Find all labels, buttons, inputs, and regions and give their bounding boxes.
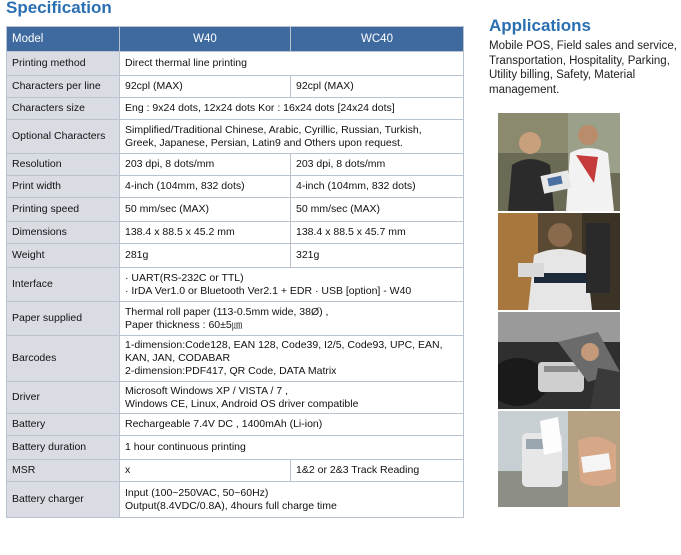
cell-characters-size-merged bbox=[120, 98, 464, 120]
cell-weight-w40 bbox=[120, 244, 291, 268]
cell-line: 281g bbox=[125, 249, 149, 261]
table-body bbox=[7, 52, 464, 518]
row-label-battery-duration: Battery duration bbox=[7, 436, 120, 460]
row-label-printing-method: Printing method bbox=[7, 52, 120, 76]
table-row bbox=[7, 198, 464, 222]
cell-line: · IrDA Ver1.0 or Bluetooth Ver2.1 + EDR · USB [option] - W40 bbox=[125, 284, 412, 297]
cell-line: 50 mm/sec (MAX) bbox=[296, 203, 381, 215]
table-row bbox=[7, 414, 464, 436]
table-header-row bbox=[7, 27, 464, 52]
table-row bbox=[7, 482, 464, 518]
cell-line: Thermal roll paper (113-0.5mm wide, 38Ø) , bbox=[125, 305, 329, 318]
row-label-printing-speed: Printing speed bbox=[7, 198, 120, 222]
applications-text bbox=[489, 39, 681, 97]
cell-barcodes-merged bbox=[120, 336, 464, 382]
header-w40: W40 bbox=[120, 27, 291, 52]
photo-vehicle-printing bbox=[498, 312, 620, 409]
cell-line: 92cpl (MAX) bbox=[296, 80, 354, 92]
table-row bbox=[7, 302, 464, 336]
row-label-barcodes: Barcodes bbox=[7, 336, 120, 382]
table-row bbox=[7, 222, 464, 244]
cell-resolution-w40 bbox=[120, 154, 291, 176]
cell-printing-speed-w40 bbox=[120, 198, 291, 222]
cell-printing-speed-wc40 bbox=[291, 198, 464, 222]
cell-characters-per-line-w40 bbox=[120, 76, 291, 98]
cell-line: 4-inch (104mm, 832 dots) bbox=[125, 180, 245, 192]
table-row bbox=[7, 76, 464, 98]
cell-battery-charger-merged bbox=[120, 482, 464, 518]
cell-line: Microsoft Windows XP / VISTA / 7 , bbox=[125, 384, 288, 397]
cell-line: 2-dimension:PDF417, QR Code, DATA Matrix bbox=[125, 365, 337, 377]
specification-title: Specification bbox=[6, 0, 112, 17]
table-row bbox=[7, 268, 464, 302]
cell-paper-supplied-merged bbox=[120, 302, 464, 336]
cell-line: 1-dimension:Code128, EAN 128, Code39, I2/5, Code93, UPC, EAN, bbox=[125, 339, 443, 351]
cell-line: Rechargeable 7.4V DC , 1400mAh (Li-ion) bbox=[125, 418, 323, 430]
row-label-optional-characters: Optional Characters bbox=[7, 120, 120, 154]
table-row bbox=[7, 382, 464, 414]
row-label-characters-per-line: Characters per line bbox=[7, 76, 120, 98]
cell-line: Eng : 9x24 dots, 12x24 dots Kor : 16x24 dots [24x24 dots] bbox=[125, 102, 395, 114]
cell-line: 1 hour continuous printing bbox=[125, 441, 246, 453]
cell-driver-merged bbox=[120, 382, 464, 414]
applications-line: Transportation, Hospitality, Parking, bbox=[489, 54, 670, 67]
cell-line: 50 mm/sec (MAX) bbox=[125, 203, 210, 215]
row-label-battery: Battery bbox=[7, 414, 120, 436]
cell-resolution-wc40 bbox=[291, 154, 464, 176]
header-wc40: WC40 bbox=[291, 27, 464, 52]
cell-line: Paper thickness : 60±5㎛ bbox=[125, 318, 243, 331]
table-row bbox=[7, 52, 464, 76]
cell-line: 203 dpi, 8 dots/mm bbox=[296, 158, 386, 170]
cell-print-width-w40 bbox=[120, 176, 291, 198]
cell-print-width-wc40 bbox=[291, 176, 464, 198]
cell-interface-merged bbox=[120, 268, 464, 302]
photo-receipt-printing bbox=[498, 411, 620, 507]
table-row bbox=[7, 244, 464, 268]
cell-line: Windows CE, Linux, Android OS driver compatible bbox=[125, 397, 359, 410]
cell-line: Direct thermal line printing bbox=[125, 57, 247, 69]
cell-line: Greek, Japanese, Persian, Latin9 and Others upon request. bbox=[125, 136, 403, 149]
row-label-msr: MSR bbox=[7, 460, 120, 482]
photo-field-service bbox=[498, 113, 620, 211]
row-label-resolution: Resolution bbox=[7, 154, 120, 176]
table-row bbox=[7, 176, 464, 198]
cell-line: 4-inch (104mm, 832 dots) bbox=[296, 180, 416, 192]
row-label-driver: Driver bbox=[7, 382, 120, 414]
cell-line: · UART(RS-232C or TTL) bbox=[125, 271, 244, 284]
row-label-interface: Interface bbox=[7, 268, 120, 302]
cell-characters-per-line-wc40 bbox=[291, 76, 464, 98]
table-row bbox=[7, 336, 464, 382]
cell-line: 138.4 x 88.5 x 45.2 mm bbox=[125, 226, 235, 238]
cell-battery-merged bbox=[120, 414, 464, 436]
table-row bbox=[7, 98, 464, 120]
applications-line: management. bbox=[489, 83, 560, 96]
applications-title: Applications bbox=[489, 16, 592, 35]
row-label-dimensions: Dimensions bbox=[7, 222, 120, 244]
row-label-paper-supplied: Paper supplied bbox=[7, 302, 120, 336]
cell-msr-w40 bbox=[120, 460, 291, 482]
cell-line: x bbox=[125, 464, 131, 476]
applications-line: Utility billing, Safety, Material bbox=[489, 69, 636, 81]
cell-line: Input (100~250VAC, 50~60Hz) bbox=[125, 486, 269, 499]
cell-line: 203 dpi, 8 dots/mm bbox=[125, 158, 215, 170]
row-label-weight: Weight bbox=[7, 244, 120, 268]
cell-line: 321g bbox=[296, 249, 320, 261]
cell-weight-wc40 bbox=[291, 244, 464, 268]
table-row bbox=[7, 120, 464, 154]
cell-battery-duration-merged bbox=[120, 436, 464, 460]
table-row bbox=[7, 460, 464, 482]
cell-msr-wc40 bbox=[291, 460, 464, 482]
row-label-battery-charger: Battery charger bbox=[7, 482, 120, 518]
cell-line: 92cpl (MAX) bbox=[125, 80, 183, 92]
header-model: Model bbox=[7, 27, 120, 52]
cell-printing-method-merged bbox=[120, 52, 464, 76]
cell-line: 138.4 x 88.5 x 45.7 mm bbox=[296, 226, 406, 238]
cell-line: KAN, JAN, CODABAR bbox=[125, 352, 231, 364]
specification-table bbox=[6, 26, 464, 518]
applications-line: Mobile POS, Field sales and service, bbox=[489, 40, 677, 52]
row-label-print-width: Print width bbox=[7, 176, 120, 198]
photo-transportation bbox=[498, 213, 620, 310]
cell-dimensions-wc40 bbox=[291, 222, 464, 244]
cell-line: 1&2 or 2&3 Track Reading bbox=[296, 464, 420, 476]
cell-dimensions-w40 bbox=[120, 222, 291, 244]
cell-optional-characters-merged bbox=[120, 120, 464, 154]
cell-line: Simplified/Traditional Chinese, Arabic, Cyrillic, Russian, Turkish, bbox=[125, 123, 422, 136]
row-label-characters-size: Characters size bbox=[7, 98, 120, 120]
table-row bbox=[7, 436, 464, 460]
cell-line: Output(8.4VDC/0.8A), 4hours full charge time bbox=[125, 499, 337, 512]
table-row bbox=[7, 154, 464, 176]
